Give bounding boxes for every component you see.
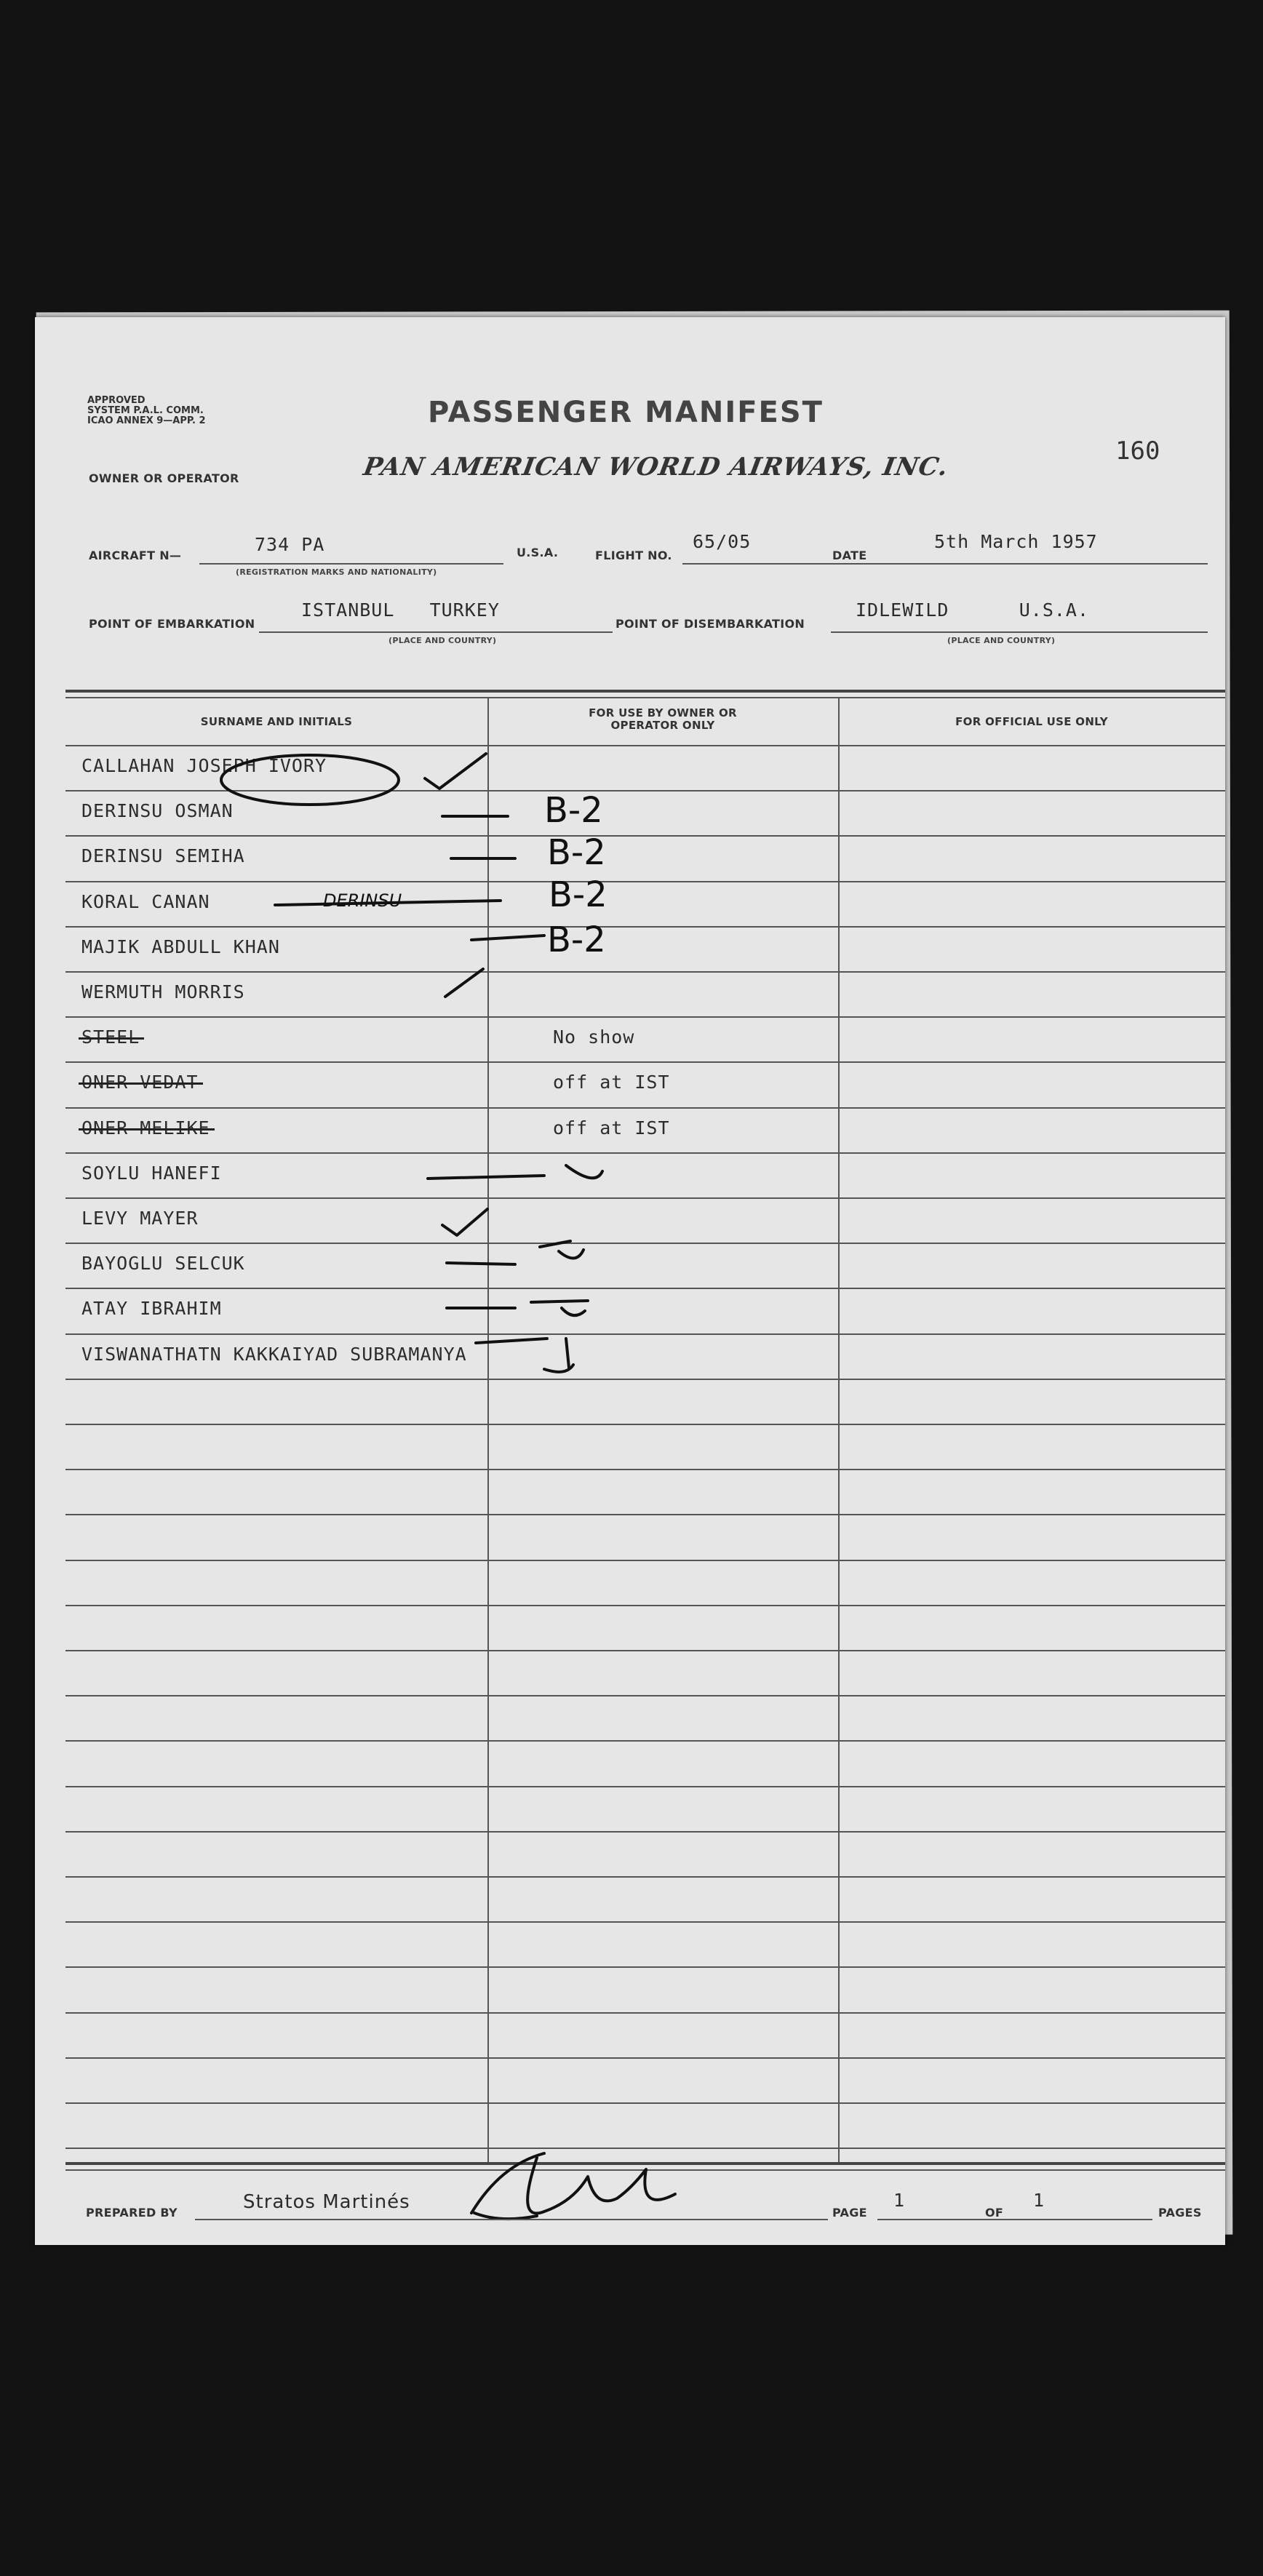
handwritten-derinsu: DERINSU (323, 890, 402, 911)
passenger-name: DERINSU OSMAN (81, 800, 234, 821)
passenger-name: BAYOGLU SELCUK (81, 1253, 245, 1274)
passenger-name: CALLAHAN JOSEPH IVORY (81, 755, 327, 776)
dash-mark (476, 1339, 547, 1343)
page-value: 1 (893, 2190, 906, 2211)
approval-line: APPROVED (87, 395, 146, 406)
passenger-remark: No show (553, 1026, 635, 1048)
passenger-name: WERMUTH MORRIS (81, 981, 245, 1002)
date-label: DATE (832, 549, 867, 562)
passenger-name: VISWANATHATN KAKKAIYAD SUBRAMANYA (81, 1344, 467, 1365)
disembarkation-sub: (PLACE AND COUNTRY) (947, 636, 1056, 645)
page-label: PAGE (832, 2206, 867, 2220)
aircraft-sub: (REGISTRATION MARKS AND NATIONALITY) (236, 567, 437, 577)
passenger-name: LEVY MAYER (81, 1208, 199, 1229)
check-mark (442, 1209, 487, 1235)
embarkation-sub: (PLACE AND COUNTRY) (389, 636, 497, 645)
document-title: PASSENGER MANIFEST (428, 396, 824, 429)
of-label: OF (985, 2206, 1004, 2220)
column-header-names: SURNAME AND INITIALS (200, 715, 353, 728)
tick-mark (531, 1301, 588, 1315)
passenger-name: STEEL (81, 1026, 140, 1048)
pages-label: PAGES (1158, 2206, 1202, 2220)
handwritten-b2: B-2 (549, 874, 607, 915)
passenger-name: MAJIK ABDULL KHAN (81, 936, 280, 957)
date-value: 5th March 1957 (934, 531, 1098, 552)
column-header-owner-use: FOR USE BY OWNER OR OPERATOR ONLY (589, 706, 737, 732)
disembarkation-value: IDLEWILD U.S.A. (856, 599, 1090, 621)
owner-label: OWNER OR OPERATOR (89, 471, 239, 485)
passenger-name: DERINSU SEMIHA (81, 845, 245, 866)
passenger-remark: off at IST (553, 1072, 670, 1093)
passenger-name: ONER VEDAT (81, 1072, 199, 1093)
passenger-name: KORAL CANAN (81, 891, 210, 912)
approval-line: SYSTEM P.A.L. COMM. (87, 405, 204, 416)
circle-mark (221, 755, 399, 805)
check-mark (445, 969, 483, 997)
passenger-name: ONER MELIKE (81, 1117, 210, 1139)
aircraft-value: 734 PA (255, 534, 325, 555)
aircraft-country: U.S.A. (517, 546, 559, 559)
flight-label: FLIGHT NO. (595, 549, 672, 562)
embarkation-value: ISTANBUL TURKEY (301, 599, 500, 621)
dash-mark (471, 936, 544, 940)
dash-mark (428, 1176, 544, 1179)
dash-mark (447, 1263, 515, 1264)
tick-mark (540, 1241, 583, 1259)
handwritten-marks (35, 317, 1225, 2245)
manifest-sheet (35, 317, 1225, 2245)
column-header-official-use: FOR OFFICIAL USE ONLY (955, 715, 1108, 728)
handwritten-b2: B-2 (547, 920, 606, 960)
passenger-remark: off at IST (553, 1117, 670, 1139)
flight-value: 65/05 (693, 531, 752, 552)
signature (471, 2153, 675, 2213)
tick-mark (544, 1339, 573, 1372)
page-stamp-number: 160 (1115, 436, 1160, 466)
handwritten-b2: B-2 (544, 790, 603, 831)
approval-line: ICAO ANNEX 9—APP. 2 (87, 415, 206, 426)
passenger-name: ATAY IBRAHIM (81, 1298, 222, 1319)
tick-mark (566, 1165, 602, 1178)
disembarkation-label: POINT OF DISEMBARKATION (615, 617, 805, 631)
of-value: 1 (1033, 2190, 1045, 2211)
embarkation-label: POINT OF EMBARKATION (89, 617, 255, 631)
prepared-by-label: PREPARED BY (86, 2206, 178, 2220)
check-mark (425, 754, 486, 789)
owner-value: PAN AMERICAN WORLD AIRWAYS, INC. (361, 452, 951, 482)
signature-underline (474, 2213, 537, 2219)
passenger-name: SOYLU HANEFI (81, 1163, 222, 1184)
handwritten-b2: B-2 (547, 832, 606, 873)
aircraft-label: AIRCRAFT N— (89, 549, 182, 562)
prepared-by-value: Stratos Martinés (243, 2191, 410, 2213)
